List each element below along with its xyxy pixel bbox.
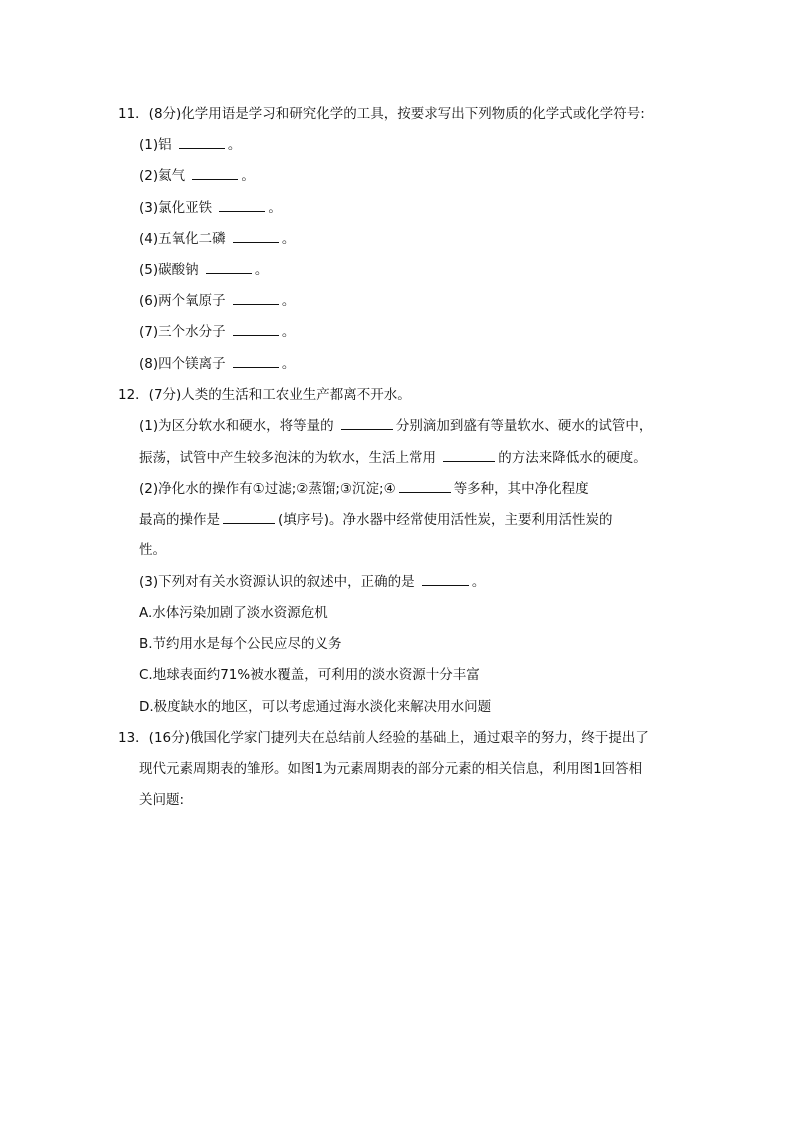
q12-text: (3)下列对有关水资源认识的叙述中，正确的是 xyxy=(139,574,415,590)
answer-blank[interactable] xyxy=(223,509,275,524)
q11-item-end: 。 xyxy=(227,137,242,153)
q11-item-end: 。 xyxy=(281,231,296,247)
q12-part3-line xyxy=(139,571,485,592)
q12-part2-line2 xyxy=(139,509,613,530)
q11-item-end: 。 xyxy=(254,262,269,278)
q12-text: 振荡，试管中产生较多泡沫的为软水，生活上常用 xyxy=(139,450,436,466)
q12-option-c: C.地球表面约71%被水覆盖，可利用的淡水资源十分丰富 xyxy=(139,667,480,683)
q11-item-label: (1)铝 xyxy=(139,137,172,153)
q12-option-d: D.极度缺水的地区，可以考虑通过海水淡化来解决用水问题 xyxy=(139,699,492,715)
q11-item-2 xyxy=(139,165,255,186)
q12-part2-line1 xyxy=(139,478,589,499)
q12-text: (1)为区分软水和硬水，将等量的 xyxy=(139,418,334,434)
q12-text: 等多种，其中净化程度 xyxy=(453,481,589,497)
answer-blank[interactable] xyxy=(233,290,279,305)
answer-blank[interactable] xyxy=(233,321,279,336)
answer-blank[interactable] xyxy=(179,134,225,149)
q11-item-label: (3)氯化亚铁 xyxy=(139,200,213,216)
q13-stem-line3: 关问题: xyxy=(139,792,185,808)
answer-blank[interactable] xyxy=(206,259,252,274)
q11-item-3 xyxy=(139,197,282,218)
q11-item-4 xyxy=(139,228,295,249)
q12-option-a: A.水体污染加剧了淡水资源危机 xyxy=(139,605,328,621)
answer-blank[interactable] xyxy=(233,353,279,368)
q11-item-label: (5)碳酸钠 xyxy=(139,262,199,278)
q11-item-end: 。 xyxy=(241,168,255,184)
q11-item-end: 。 xyxy=(281,356,296,372)
q12-part1-line2 xyxy=(139,447,647,468)
q12-text: 分别滴加到盛有等量软水、硬水的试管中， xyxy=(395,418,653,434)
q12-part1-line1 xyxy=(139,415,652,436)
q12-part2-line3: 性。 xyxy=(139,542,166,558)
q12-text: (2)净化水的操作有①过滤;②蒸馏;③沉淀;④ xyxy=(139,481,396,497)
answer-blank[interactable] xyxy=(422,571,469,586)
q11-item-label: (7)三个水分子 xyxy=(139,324,226,340)
answer-blank[interactable] xyxy=(341,415,393,430)
q13-stem-line1: 13．(16分)俄国化学家门捷列夫在总结前人经验的基础上，通过艰辛的努力，终于提出了 xyxy=(118,730,649,746)
q12-option-b: B.节约用水是每个公民应尽的义务 xyxy=(139,636,342,652)
answer-blank[interactable] xyxy=(219,197,265,212)
q12-stem: 12．(7分)人类的生活和工农业生产都离不开水。 xyxy=(118,387,411,403)
q13-stem-line2: 现代元素周期表的雏形。如图1为元素周期表的部分元素的相关信息，利用图1回答相 xyxy=(139,761,643,777)
q12-text: 。 xyxy=(471,574,486,590)
q12-text: 的方法来降低水的硬度。 xyxy=(498,450,647,466)
q12-text: 最高的操作是 xyxy=(139,512,220,528)
answer-blank[interactable] xyxy=(233,228,279,243)
q11-item-end: 。 xyxy=(268,200,282,216)
q11-item-label: (6)两个氧原子 xyxy=(139,293,226,309)
q11-item-label: (4)五氧化二磷 xyxy=(139,231,226,247)
q11-item-end: 。 xyxy=(281,293,296,309)
q11-item-label: (2)氦气 xyxy=(139,168,186,184)
q11-item-7 xyxy=(139,321,295,342)
q11-item-6 xyxy=(139,290,295,311)
q11-item-label: (8)四个镁离子 xyxy=(139,356,226,372)
answer-blank[interactable] xyxy=(443,447,495,462)
q11-item-5 xyxy=(139,259,268,280)
answer-blank[interactable] xyxy=(192,165,238,180)
q11-item-1 xyxy=(139,134,241,155)
answer-blank[interactable] xyxy=(399,478,451,493)
q11-stem: 11．(8分)化学用语是学习和研究化学的工具，按要求写出下列物质的化学式或化学符号: xyxy=(118,106,645,122)
q12-text: (填序号)。净水器中经常使用活性炭，主要利用活性炭的 xyxy=(278,512,613,528)
q11-item-end: 。 xyxy=(281,324,296,340)
q11-item-8 xyxy=(139,353,295,374)
